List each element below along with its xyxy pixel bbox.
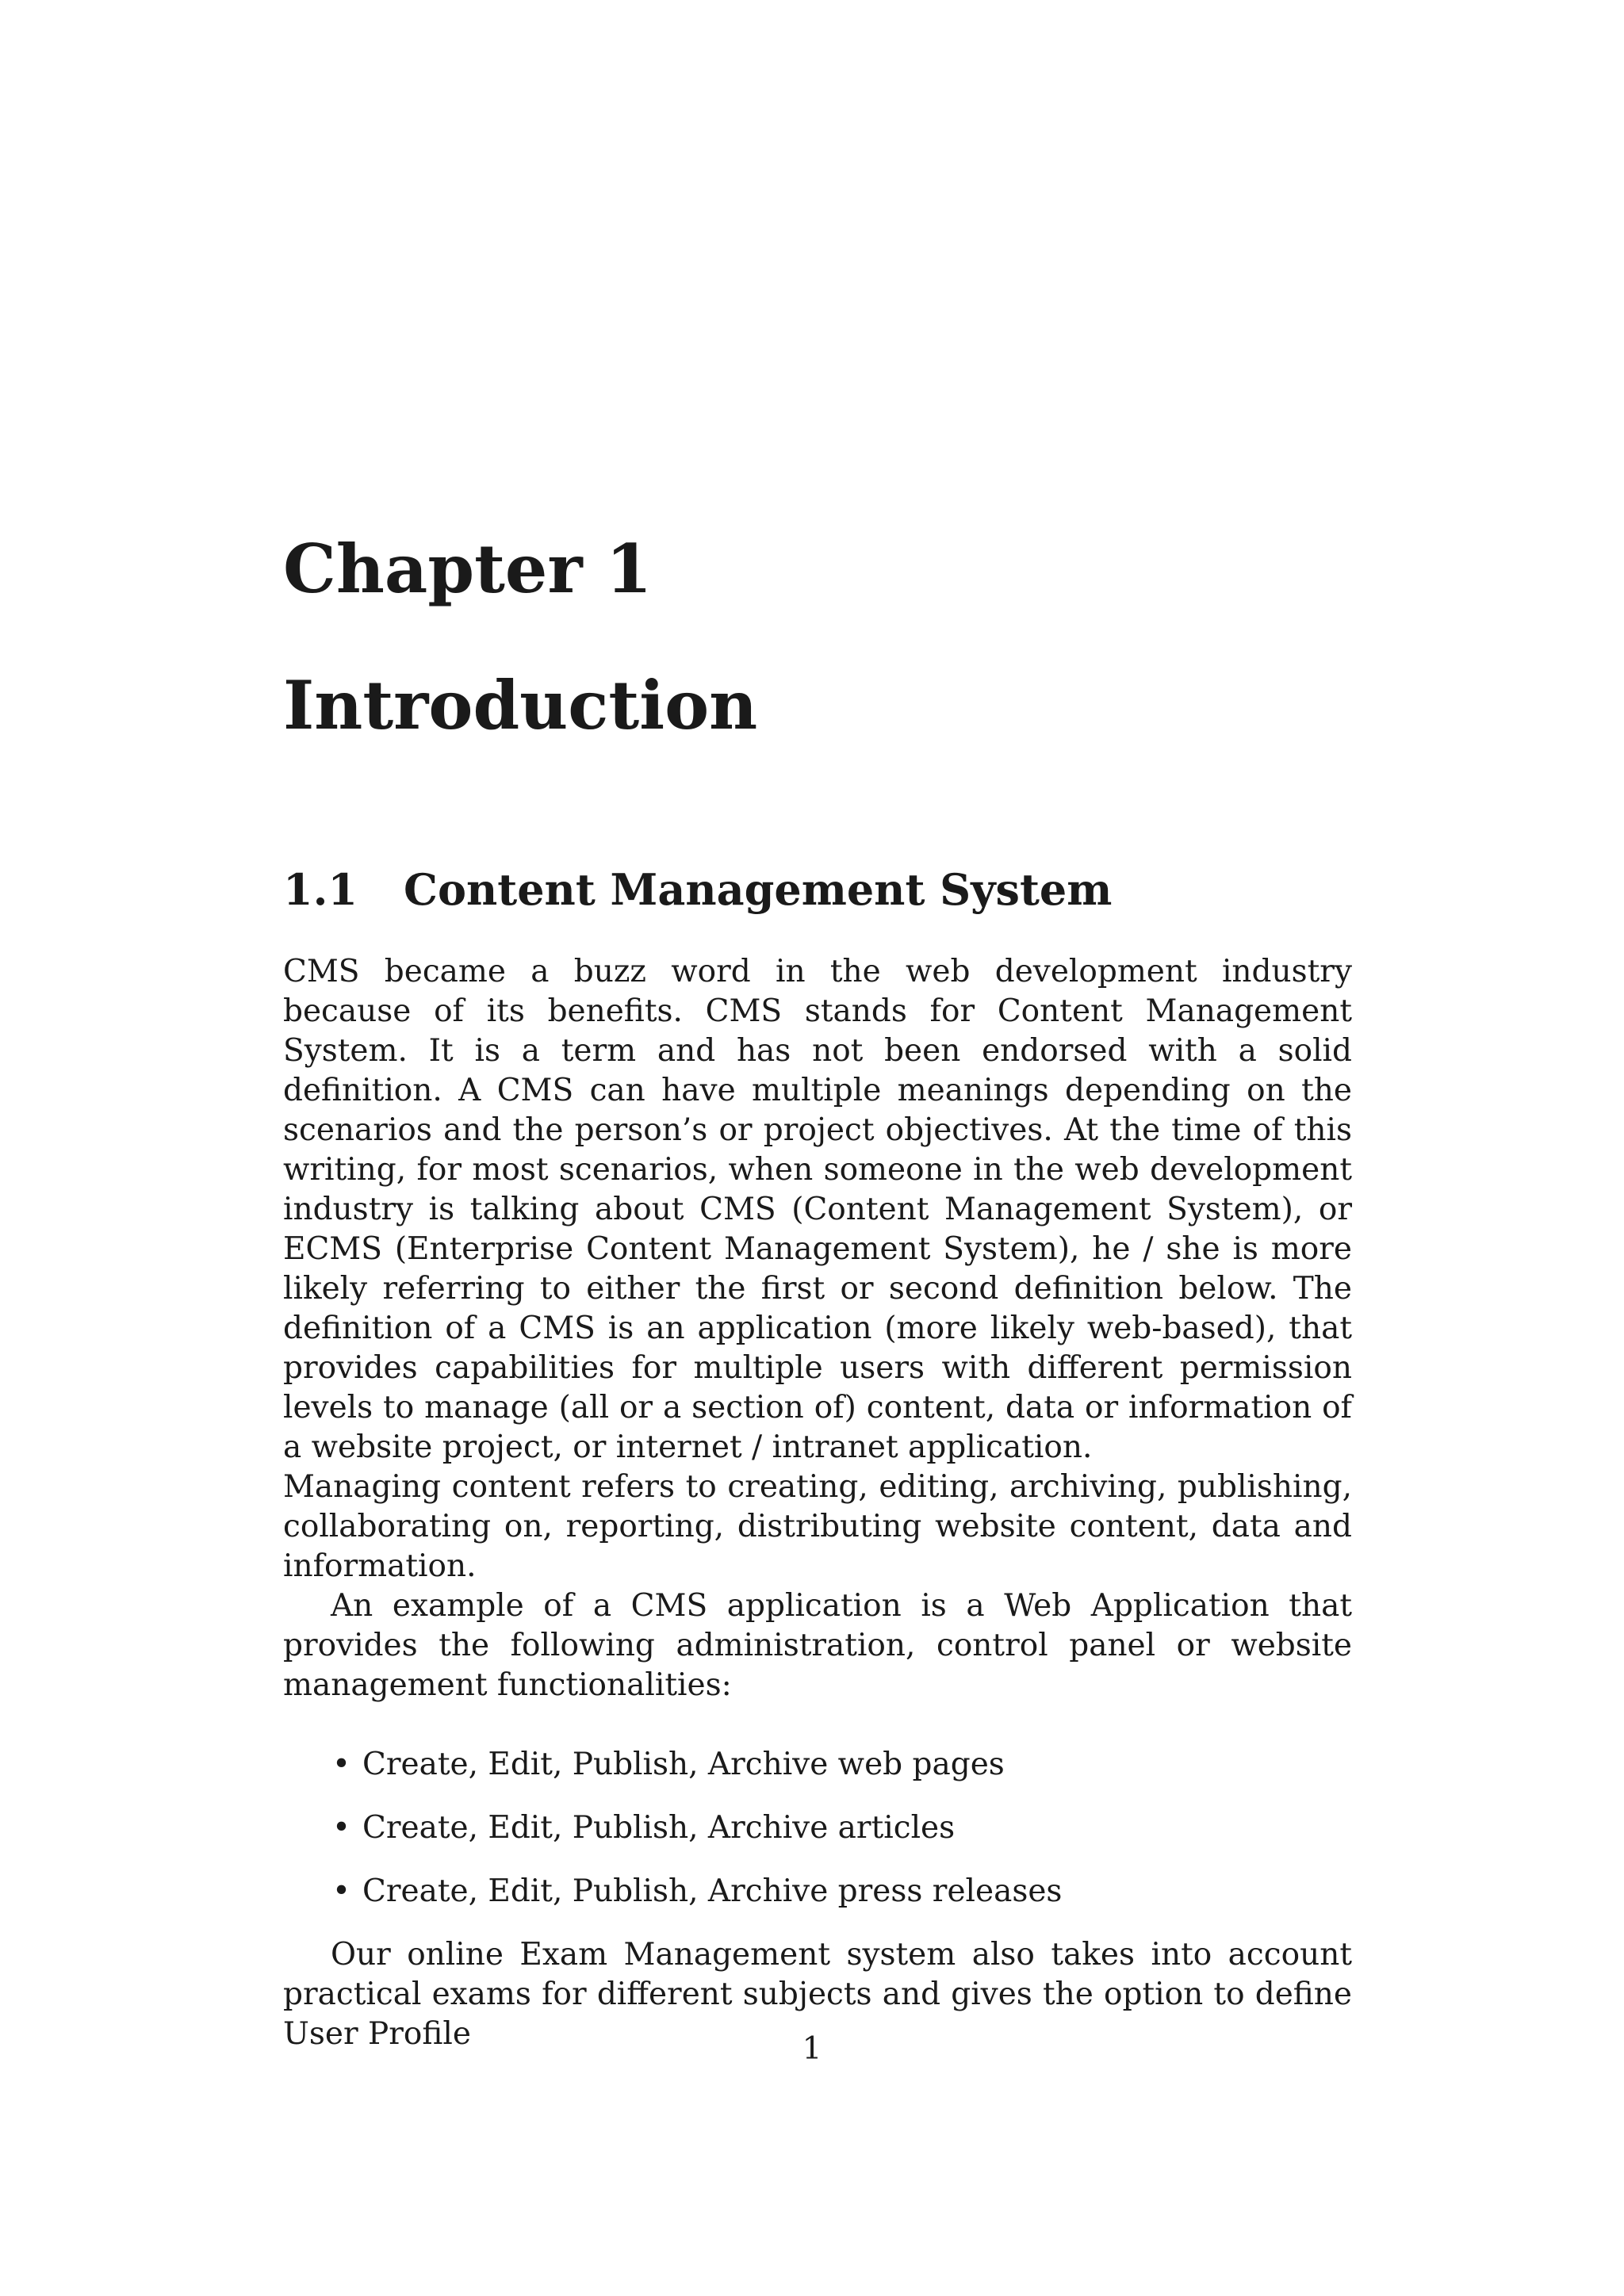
section-number: 1.1 [283, 864, 358, 915]
paragraph-managing-content: Managing content refers to creating, editing, archiving, publishing, collaborating on, reporting, distributing website content, data and information. [283, 1469, 1352, 1584]
page-number: 1 [802, 2031, 822, 2067]
list-item [283, 1745, 1352, 1785]
list-item-text: Create, Edit, Publish, Archive press releases [362, 1873, 1063, 1909]
functionality-list [283, 1745, 1352, 1911]
section-heading [283, 864, 1113, 915]
list-item [283, 1808, 1352, 1848]
bullet-icon: • [332, 1747, 351, 1782]
bullet-icon: • [332, 1810, 351, 1846]
section-title: Content Management System [404, 864, 1113, 915]
list-item-text: Create, Edit, Publish, Archive articles [362, 1810, 956, 1846]
paragraph-cms-definition: CMS became a buzz word in the web development industry because of its benefits. CMS stands for Content Management System. It is a term and has not been endorsed with a solid definition. A CMS can have multiple meanings depending on the scenarios and the person’s or project objectives. At the time of this writing, for most scenarios, when someone in the web development industry is talking about CMS (Content Management System), or ECMS (Enterprise Content Management System), he / she is more likely referring to either the first or second definition below. The definition of a CMS is an application (more likely web-based), that provides capabilities for multiple users with different permission levels to manage (all or a section of) content, data or information of a website project, or internet / intranet application. [283, 954, 1352, 1465]
list-item [283, 1872, 1352, 1911]
paragraph-cms-example: An example of a CMS application is a Web Application that provides the following administration, control panel or website management functionalities: [283, 1588, 1352, 1703]
bullet-icon: • [332, 1873, 351, 1909]
list-item-text: Create, Edit, Publish, Archive web pages [362, 1747, 1005, 1782]
body-text [283, 952, 1352, 2054]
chapter-title: Introduction [283, 666, 758, 744]
paragraph-exam-system: Our online Exam Management system also takes into account practical exams for different subjects and gives the option to define User Profile [283, 1937, 1352, 2052]
chapter-label: Chapter 1 [283, 530, 653, 608]
